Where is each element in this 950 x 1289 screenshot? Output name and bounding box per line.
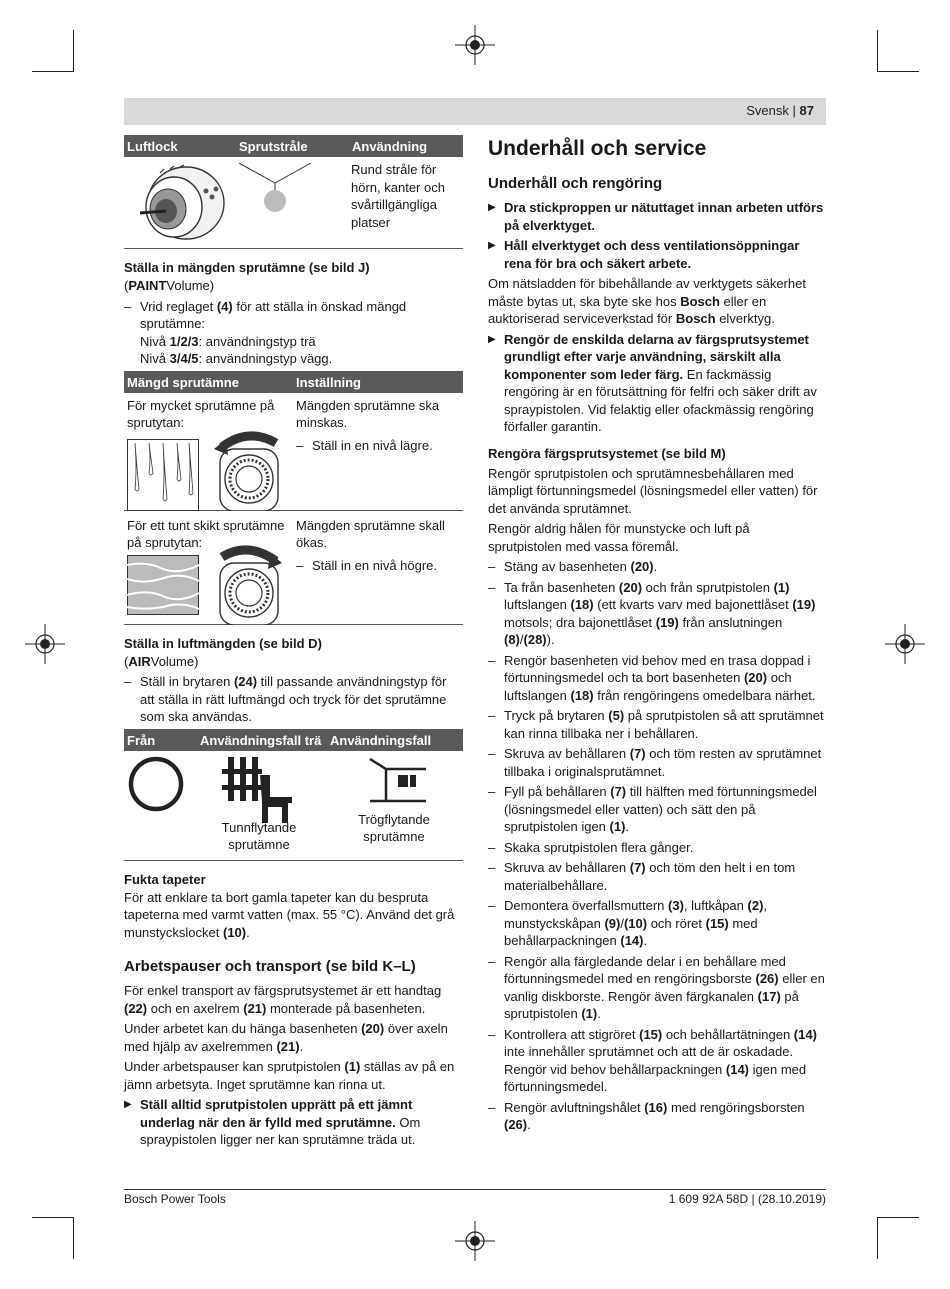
step-text: Fyll på behållaren [504, 784, 611, 799]
step-text: (ett kvarts varv med bajonettlåset [593, 597, 793, 612]
step-text: och töm resten av sprutämnet tillbaka i originalsprutämnet. [504, 746, 822, 779]
step-text: Rengör alla färgledande delar i en behållare med förtunningsmedel med en rengöringsborste [504, 953, 786, 986]
thin-coat-icon [127, 555, 199, 615]
step-text: till passande användningstyp för att ställa in rätt luftmängd och tryck för det sprutämne som ska användas. [140, 674, 447, 724]
text-ref: (21) [243, 1000, 267, 1016]
thin-fluid-label: Tunnflytande sprutämne [221, 819, 297, 852]
step-ref: (16) [644, 1099, 668, 1115]
step-text: / [519, 632, 524, 647]
text-ref: (22) [124, 1000, 148, 1016]
table-header-cell: Användning [352, 139, 428, 154]
text-ref: (1) [344, 1059, 361, 1074]
step-text: Vrid reglaget [140, 298, 217, 314]
text-span: . [299, 1038, 304, 1054]
crop-mark [73, 30, 74, 72]
paint-label: PAINT [128, 278, 167, 293]
cleaning-step [488, 1026, 826, 1096]
step-ref: (14) [620, 933, 644, 948]
crop-mark [877, 30, 878, 72]
step-ref: (9) [604, 915, 621, 931]
cleaning-step [488, 579, 826, 649]
step-text: . [653, 559, 658, 574]
triangle-bullet-icon: ▶ [124, 1099, 132, 1110]
maintenance-title: Underhåll och service [488, 137, 707, 160]
step-ref: (18) [570, 687, 594, 703]
warning-item [488, 199, 826, 234]
step-ref: (20) [618, 579, 643, 595]
header-language: Svensk [746, 103, 789, 118]
cleaning-heading: Rengöra färgsprutsystemet (se bild M) [488, 445, 726, 461]
step-ref: (10) [623, 915, 648, 931]
step-ref: (2) [747, 898, 764, 913]
step-ref: (24) [233, 674, 258, 689]
warning-item [488, 237, 826, 272]
step-text: . [643, 933, 648, 948]
crop-mark [877, 1217, 919, 1218]
table-switch-header [124, 729, 463, 763]
right-column [488, 135, 826, 1137]
step-text: från anslutningen [678, 614, 783, 630]
air-step [124, 673, 463, 726]
level-values: 1/2/3 [169, 333, 199, 349]
crop-mark [877, 71, 919, 72]
step-ref: (19) [792, 597, 816, 612]
page-number: 87 [799, 103, 814, 118]
level-text: Nivå [140, 351, 170, 366]
cleaning-steps-list [488, 558, 826, 1134]
cleaning-text: Rengör sprutpistolen och sprutämnesbehållaren med lämpligt förtunningsmedel (lösningsmedel eller vatten) för det använda sprutämnet. [488, 465, 818, 516]
transport-warning [124, 1096, 463, 1149]
step-text: med rengöringsborsten [667, 1099, 805, 1115]
step-ref: (4) [216, 298, 233, 314]
table-header-cell: Från [127, 732, 156, 748]
step-text: Ställ in brytaren [140, 674, 234, 689]
level-text: : användningstyp trä [198, 333, 316, 349]
step-ref: (15) [639, 1026, 663, 1042]
table-amount-header [124, 371, 463, 393]
step-ref: (3) [668, 898, 684, 913]
step-ref: (14) [793, 1026, 817, 1042]
step-text: ). [546, 632, 555, 647]
warning-text: Ställ alltid sprutpistolen upprätt på ett jämnt underlag när den är fylld med sprutämne. [140, 1097, 413, 1130]
table-cell: Mängden sprutämne ska minskas. [296, 397, 440, 430]
table-row [124, 751, 463, 861]
footer-doc-number: 1 609 92A 58D | (28.10.2019) [668, 1192, 826, 1206]
warning-text: Om spraypistolen ligger ner kan sprutämne träda ut. [140, 1114, 421, 1147]
cord-replacement-text [488, 275, 826, 328]
step-text: för att ställa in önskad mängd sprutämne: [140, 298, 407, 331]
text-span: Under arbetet kan du hänga basenheten [124, 1021, 362, 1036]
step-text: igen med förtunningsmedel. [504, 1061, 807, 1094]
text-span: Under arbetspauser kan sprutpistolen [124, 1059, 345, 1074]
warning-text: Dra stickproppen ur nätuttaget innan arbeten utförs på elverktyget. [504, 200, 824, 233]
cleaning-step [488, 839, 826, 857]
step-text: Skruva av behållaren [504, 746, 630, 761]
air-label: AIR [128, 653, 151, 669]
step-ref: (17) [757, 988, 781, 1004]
paint-volume-heading: Ställa in mängden sprutämne (se bild J) [124, 260, 370, 275]
maintenance-subtitle: Underhåll och rengöring [488, 175, 663, 192]
warning-text: En fackmässig rengöring är en förutsättning för felfri och säker drift av spraypistolen. Vid felaktig eller ofackmässig rengöring förfaller garantin. [504, 366, 817, 434]
step-text: från rengöringens omedelbara närhet. [593, 687, 816, 703]
triangle-bullet-icon: ▶ [488, 333, 496, 345]
step-ref: (8) [504, 632, 520, 647]
step-ref: (18) [570, 597, 594, 612]
table-header-cell: Inställning [296, 374, 361, 390]
crop-mark [877, 1217, 878, 1259]
step-text: Skaka sprutpistolen flera gånger. [504, 839, 694, 855]
dial-increase-icon [202, 533, 294, 625]
step-text: motsols; dra bajonettlåset [504, 614, 656, 630]
step-text: inte innehåller sprutämnet och att de är oskadade. Rengör vid behov behållarpackningen [504, 1044, 794, 1077]
air-volume-subtitle: (AIRVolume) [124, 653, 199, 669]
left-column [124, 135, 463, 1152]
step-text: / [620, 915, 624, 931]
crop-mark [32, 1217, 74, 1218]
step-text: och luftslangen [504, 670, 792, 703]
step-ref: (7) [629, 860, 646, 875]
step-text: Ta från basenheten [504, 579, 619, 595]
page-header [124, 98, 826, 125]
registration-mark-icon [25, 624, 65, 664]
table-header-cell: Mängd sprutämne [127, 374, 239, 390]
wallpaper-text [124, 889, 463, 942]
step-text: och töm den helt i en tom materialbehållare. [504, 860, 796, 893]
step-text: eller en vanlig diskborste. Rengör även färgkanalen [504, 971, 825, 1004]
footer-rule [124, 1189, 826, 1190]
wood-fence-chair-icon [222, 753, 296, 825]
table-cell: För mycket sprutämne på sprutytan: [127, 397, 275, 430]
crop-mark [73, 1217, 74, 1259]
step-text: till hälften med förtunningsmedel (lösningsmedel eller vatten) och sätt den på sprutpistolen igen [504, 784, 817, 834]
step-text: Demontera överfallsmuttern [504, 898, 669, 913]
registration-mark-icon [455, 1221, 495, 1261]
text-span: För att enklare ta bort gamla tapeter kan du bespruta tapeterna med varmt vatten (max. 55 °C). Använd det grå munstyckslocket [124, 889, 455, 940]
table-header-cell: Användningsfall trä [200, 732, 322, 748]
text-ref: (10) [222, 924, 247, 940]
text-span: eller en auktoriserad serviceverkstad för [488, 293, 767, 326]
wall-room-icon [368, 755, 432, 807]
step-ref: (26) [755, 971, 779, 986]
cleaning-step [488, 897, 826, 950]
step-ref: (1) [581, 1006, 598, 1021]
step-text: Rengör avluftningshålet [504, 1099, 645, 1115]
triangle-bullet-icon: ▶ [488, 202, 496, 213]
cleaning-step [488, 1099, 826, 1134]
text-span: ställas av på en jämn arbetsyta. Inget sprutämne kan rinna ut. [124, 1059, 455, 1092]
triangle-bullet-icon: ▶ [488, 240, 496, 251]
step-ref: (20) [743, 670, 768, 685]
step-ref: (19) [655, 614, 679, 630]
off-circle-icon [127, 755, 185, 813]
warning-text: Rengör de enskilda delarna av färgsprutsystemet grundligt efter varje användning, särskilt alla komponenter som leder färg. [504, 331, 809, 382]
warning-item [488, 331, 826, 436]
air-cap-icon [130, 161, 230, 245]
cleaning-step [488, 859, 826, 894]
crop-mark [32, 71, 74, 72]
table-cell-step: – Ställ in en nivå högre. [296, 557, 461, 575]
step-ref: (15) [705, 915, 729, 931]
step-text: , munstyckskåpan [504, 898, 768, 931]
volume-label: Volume [166, 278, 210, 293]
cleaning-step [488, 707, 826, 742]
table-cell: Mängden sprutämne skall ökas. [296, 517, 445, 550]
step-ref: (1) [609, 819, 626, 834]
table-header-cell: Användningsfall vägg [330, 732, 432, 763]
text-span: elverktyg. [715, 311, 775, 326]
footer-brand: Bosch Power Tools [124, 1192, 226, 1206]
step-text: , luftkåpan [683, 898, 748, 913]
step-text: Stäng av basenheten [504, 559, 631, 574]
transport-p2 [124, 1020, 463, 1055]
level-values: 3/4/5 [169, 351, 199, 366]
step-text: Rengör basenheten vid behov med en trasa doppad i förtunningsmedel och ta bort basenheten [504, 652, 811, 685]
text-span: För enkel transport av färgsprutsystemet är ett handtag [124, 983, 442, 998]
step-text: . [597, 1006, 601, 1021]
paint-volume-subtitle: (PAINTVolume) [124, 278, 215, 293]
step-text: . [527, 1117, 531, 1132]
table-row [124, 157, 463, 249]
paint-step [124, 298, 463, 368]
text-span: över axeln med hjälp av axelremmen [124, 1021, 448, 1054]
transport-p3 [124, 1058, 463, 1093]
step-ref: (1) [773, 579, 790, 595]
step-ref: (26) [504, 1117, 528, 1132]
step-text: och behållartätningen [662, 1026, 794, 1042]
transport-heading: Arbetspauser och transport (se bild K–L) [124, 958, 416, 975]
brand-text: Bosch [675, 311, 716, 326]
cleaning-step [488, 745, 826, 780]
step-text: . [625, 819, 630, 834]
wallpaper-heading: Fukta tapeter [124, 871, 206, 887]
cleaning-step [488, 953, 826, 1023]
table-header-cell: Sprutstråle [239, 139, 308, 154]
air-volume-heading: Ställa in luftmängden (se bild D) [124, 635, 322, 651]
header-separator: | [792, 103, 796, 118]
step-ref: (5) [608, 708, 625, 723]
cleaning-step [488, 558, 826, 576]
level-text: : användningstyp vägg. [198, 351, 333, 366]
thick-fluid-label: Trögflytande sprutämne [358, 811, 430, 844]
brand-text: Bosch [680, 293, 720, 309]
step-text: luftslangen [504, 597, 571, 612]
volume-label: Volume [150, 653, 195, 669]
step-ref: (7) [610, 784, 627, 799]
table-row [124, 393, 463, 511]
round-spray-pattern-icon [239, 163, 349, 239]
dial-decrease-icon [202, 419, 294, 511]
text-ref: (21) [276, 1038, 300, 1054]
text-span: . [246, 924, 250, 940]
table-luftlock-header [124, 135, 463, 157]
table-cell-step: – Ställ in en nivå lägre. [296, 437, 461, 455]
cleaning-text: Rengör aldrig hålen för munstycke och luft på sprutpistolen med vassa föremål. [488, 521, 750, 554]
step-text: med behållarpackningen [504, 915, 758, 948]
step-ref: (28) [523, 632, 547, 647]
step-text: på sprutpistolen så att sprutämnet kan rinna tillbaka ner i behållaren. [504, 708, 824, 741]
table-header-cell: Luftlock [127, 139, 178, 154]
step-text: Skruva av behållaren [504, 860, 630, 875]
step-text: och från sprutpistolen [642, 579, 774, 595]
transport-p1 [124, 982, 463, 1017]
step-ref: (20) [630, 559, 654, 574]
step-ref: (14) [725, 1061, 750, 1077]
text-span: och en axelrem [147, 1000, 244, 1016]
text-span: monterade på basenheten. [266, 1000, 426, 1016]
drip-runs-icon [127, 439, 199, 511]
registration-mark-icon [455, 25, 495, 65]
level-text: Nivå [140, 333, 170, 349]
warning-text: Håll elverktyget och dess ventilationsöppningar rena för bra och säkert arbete. [504, 238, 800, 271]
step-text: Kontrollera att stigröret [504, 1026, 640, 1042]
step-text: på sprutpistolen [504, 988, 799, 1021]
table-cell: För ett tunt skikt sprutämne på sprutytan: [127, 517, 285, 550]
page-header-text [746, 103, 814, 118]
cleaning-step [488, 783, 826, 836]
registration-mark-icon [885, 624, 925, 664]
cleaning-step [488, 652, 826, 705]
step-text: Tryck på brytaren [504, 708, 609, 723]
step-text: och röret [647, 915, 706, 931]
usage-text: Rund stråle för hörn, kanter och svårtillgängliga platser [351, 162, 445, 230]
table-row [124, 511, 463, 625]
text-ref: (20) [361, 1021, 385, 1036]
text-span: Om nätsladden för bibehållande av verktygets säkerhet måste bytas ut, ska byte ske hos [488, 276, 806, 309]
step-ref: (7) [629, 746, 646, 761]
